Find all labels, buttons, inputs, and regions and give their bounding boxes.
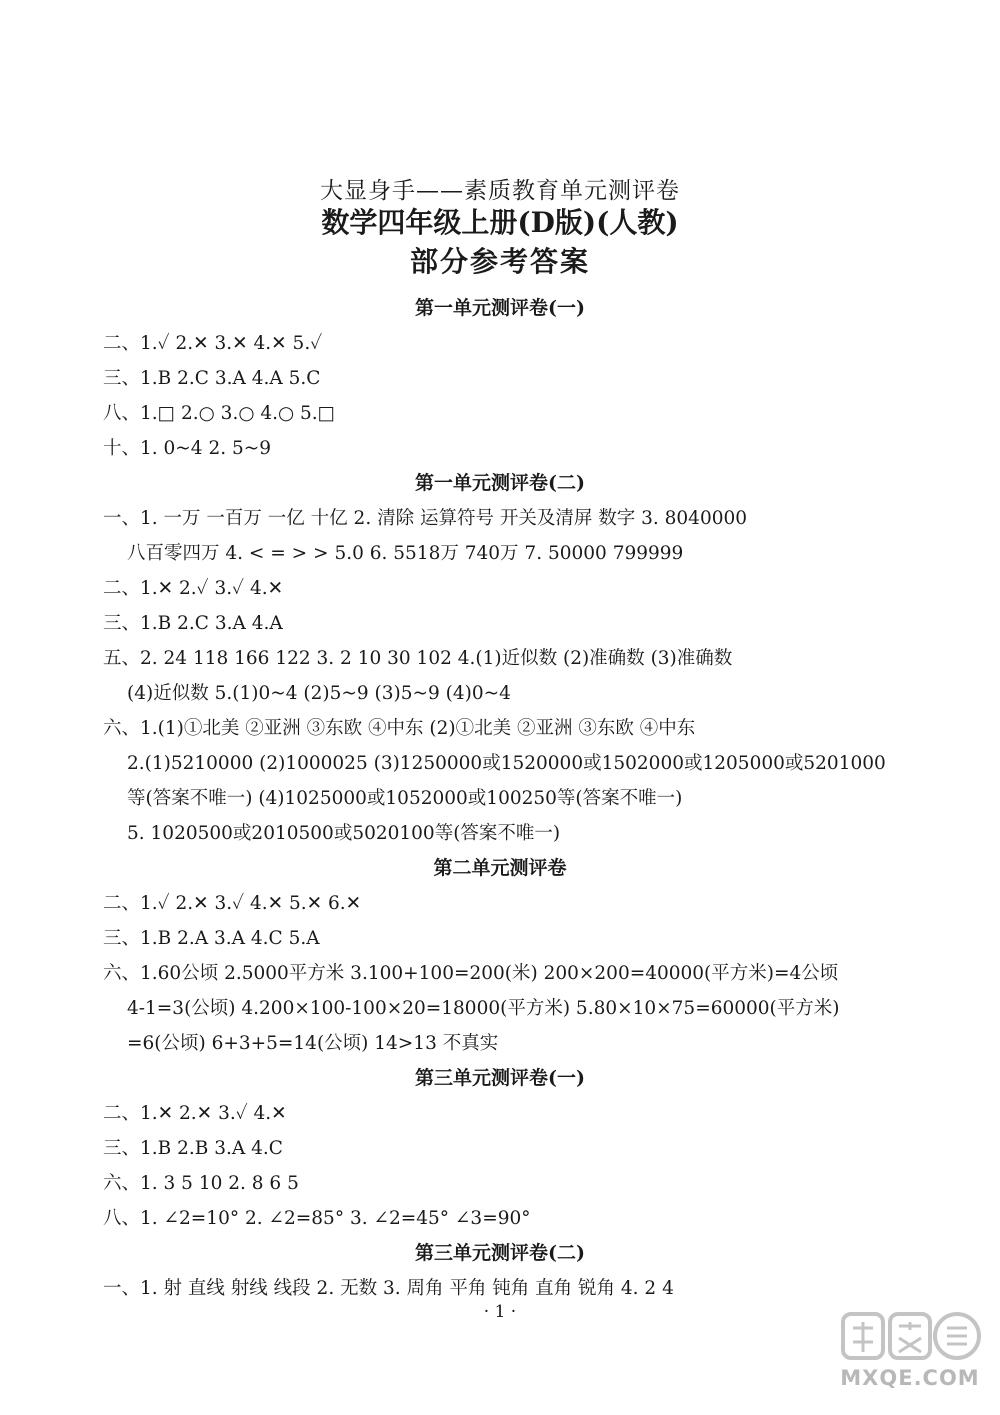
answer-line: 三、1.B 2.C 3.A 4.A xyxy=(103,613,283,634)
answers-title: 部分参考答案 xyxy=(409,245,590,278)
answer-line: 六、1.(1)①北美 ②亚洲 ③东欧 ④中东 (2)①北美 ②亚洲 ③东欧 ④中东 xyxy=(103,718,696,739)
series-title: 大显身手——素质教育单元测评卷 xyxy=(320,178,680,204)
section-title: 第一单元测评卷(二) xyxy=(415,472,585,494)
section-title: 第一单元测评卷(一) xyxy=(415,297,585,319)
section-title: 第三单元测评卷(二) xyxy=(415,1242,585,1264)
page-number: · 1 · xyxy=(483,1302,517,1322)
book-title: 数学四年级上册(D版)(人教) xyxy=(321,206,679,239)
answer-line: 八百零四万 4. < = > > 5.0 6. 5518万 740万 7. 50000 799999 xyxy=(127,543,684,564)
section-title: 第三单元测评卷(一) xyxy=(415,1067,585,1089)
section-title: 第二单元测评卷 xyxy=(433,857,567,879)
answer-line: 等(答案不唯一) (4)1025000或1052000或100250等(答案不唯一) xyxy=(127,788,683,809)
answer-line: 八、1. ∠2=10° 2. ∠2=85° 3. ∠2=45° ∠3=90° xyxy=(103,1208,531,1229)
answer-line: (4)近似数 5.(1)0~4 (2)5~9 (3)5~9 (4)0~4 xyxy=(127,683,511,704)
answer-line: 六、1.60公顷 2.5000平方米 3.100+100=200(米) 200×200=40000(平方米)=4公顷 xyxy=(103,963,839,984)
answer-line: 五、2. 24 118 166 122 3. 2 10 30 102 4.(1)近似数 (2)准确数 (3)准确数 xyxy=(103,648,733,669)
answer-line: 4-1=3(公顷) 4.200×100-100×20=18000(平方米) 5.80×10×75=60000(平方米) xyxy=(127,998,840,1019)
answer-line: 二、1.✕ 2.✕ 3.✓ 4.✕ xyxy=(103,1103,287,1124)
watermark xyxy=(835,1308,985,1393)
answer-line: 三、1.B 2.B 3.A 4.C xyxy=(103,1138,283,1159)
answer-line: 三、1.B 2.C 3.A 4.A 5.C xyxy=(103,368,321,389)
answer-line: 三、1.B 2.A 3.A 4.C 5.A xyxy=(103,928,320,949)
answer-line: 5. 1020500或2010500或5020100等(答案不唯一) xyxy=(127,823,561,844)
answer-line: 六、1. 3 5 10 2. 8 6 5 xyxy=(103,1173,299,1194)
answer-line: 二、1.✕ 2.✓ 3.✓ 4.✕ xyxy=(103,578,284,599)
answer-line: 一、1. 一万 一百万 一亿 十亿 2. 清除 运算符号 开关及清屏 数字 3. 8040000 xyxy=(103,508,748,529)
answer-line: 二、1.✓ 2.✕ 3.✕ 4.✕ 5.✓ xyxy=(103,333,323,354)
answer-line: 二、1.✓ 2.✕ 3.✓ 4.✕ 5.✕ 6.✕ xyxy=(103,893,362,914)
watermark-logo-icon xyxy=(835,1308,985,1368)
answer-line: 八、1.□ 2.○ 3.○ 4.○ 5.□ xyxy=(103,403,336,424)
answer-body xyxy=(103,291,903,1306)
answer-line: 一、1. 射 直线 射线 线段 2. 无数 3. 周角 平角 钝角 直角 锐角 4. 2 4 xyxy=(103,1278,674,1299)
answer-line: 十、1. 0~4 2. 5~9 xyxy=(103,438,272,459)
watermark-site: MXQE.COM xyxy=(840,1366,980,1390)
answer-line: =6(公顷) 6+3+5=14(公顷) 14>13 不真实 xyxy=(127,1033,499,1054)
answer-line: 2.(1)5210000 (2)1000025 (3)1250000或1520000或1502000或1205000或5201000 xyxy=(127,753,886,774)
